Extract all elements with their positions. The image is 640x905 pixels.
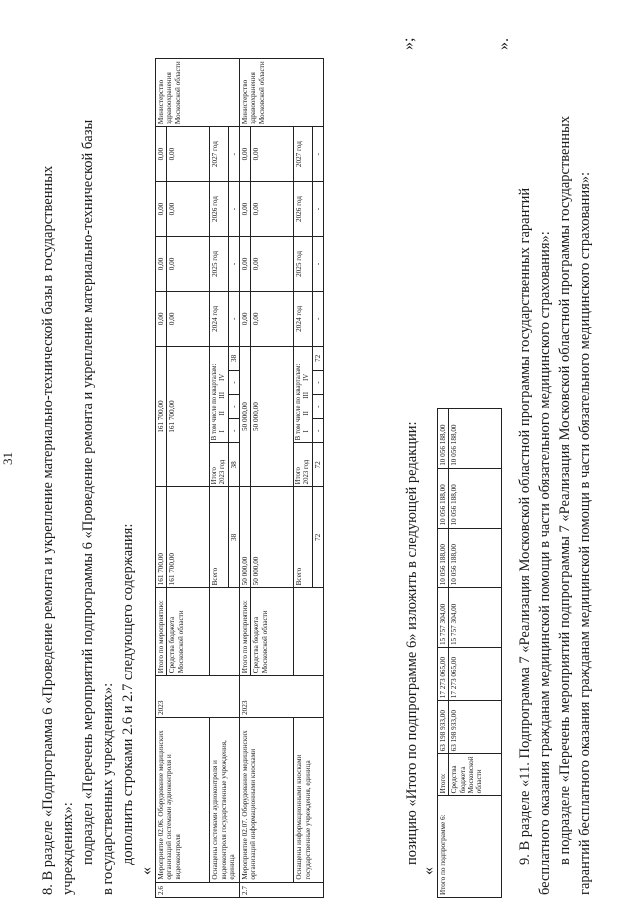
table-row: Оснащены информационными киосками государственные учреждения, единица Всего Итого 2023 год В том числе по кварталам: IIIIIIIV 2024 год 2025 год 2026 год 2027 год <box>294 59 313 898</box>
table-row: 2.7 Мероприятие 02.07. Оборудование медицинских организаций информационными киосками 2023 Итого по мероприятию: 50 000,00 50 000,00 0,00 0,00 0,00 0,00 Министерство здравоохранения Московской области <box>240 59 251 898</box>
table-row: Итого по подпрограмме 6: Итого: 63 198 933,00 17 273 065,00 15 757 304,00 10 056 188,00 10 056 188,00 10 056 188,00 <box>438 409 449 898</box>
para9-line1: 9. В разделе «11. Подпрограмма 7 «Реализация Московской областной программы государственных гарантий <box>517 187 533 865</box>
subprogram-total-table <box>437 408 502 898</box>
para8-line5: дополнить строками 2.6 и 2.7 следующего содержания: <box>120 523 136 865</box>
para9-line3: в подразделе «Перечень мероприятий подпрограммы 7 «Реализация Московской областной программы государственных <box>557 116 573 865</box>
para8-line4: в государственных учреждениях»: <box>100 682 116 895</box>
para8-line2: учреждениях»: <box>60 802 76 895</box>
table-row: Средства бюджета Московской области 50 000,00 50 000,00 0,00 0,00 0,00 0,00 <box>251 59 294 898</box>
table-row: 38 38 - - - 38 - - - - <box>228 59 239 898</box>
para9-line2: бесплатного оказания гражданам медицинской помощи в части обязательного медицинского страхования»: <box>537 231 553 895</box>
position-line: позицию «Итого по подпрограмме 6» изложить в следующей редакции: <box>404 421 420 865</box>
para8-line1: 8. В разделе «Подпрограмма 6 «Проведение ремонта и укрепление материально-технической базы в государственных <box>40 165 56 895</box>
quote-open-1: « <box>138 867 155 875</box>
para9-line4: гарантий бесплатного оказания гражданам медицинской помощи в части обязательного медицинского страхования»: <box>577 171 593 895</box>
para8-line3: подраздел «Перечень мероприятий подпрограммы 6 «Проведение ремонта и укрепление материально-технической базы <box>80 119 96 865</box>
table-row: Средства бюджета Московской области 161 700,00 161 700,00 0,00 0,00 0,00 0,00 <box>167 59 210 898</box>
quote-close-semicolon: »; <box>400 37 417 50</box>
quote-open-2: « <box>420 867 437 875</box>
table-row: Средства бюджета Московской области 63 198 933,00 17 273 065,00 15 757 304,00 10 056 188,00 10 056 188,00 10 056 188,00 <box>449 409 502 898</box>
measures-table <box>155 58 324 898</box>
page-number: 31 <box>0 452 15 465</box>
table-row: Оснащены системами аудиоконтроля и видеоконтроля государственные учреждения, единица Всего Итого 2023 год В том числе по кварталам: IIIIIIIV 2024 год 2025 год 2026 год 2027 год <box>210 59 229 898</box>
table-row: 2.6 Мероприятие 02.06. Оборудование медицинских организаций системами аудиоконтроля и видеоконтроля 2023 Итого по мероприятию: 161 700,00 161 700,00 0,00 0,00 0,00 0,00 Министерство здравоохранения Московской области <box>156 59 167 898</box>
quote-close-dot: ». <box>495 38 512 50</box>
table-row: 72 72 - - - 72 - - - - <box>313 59 324 898</box>
